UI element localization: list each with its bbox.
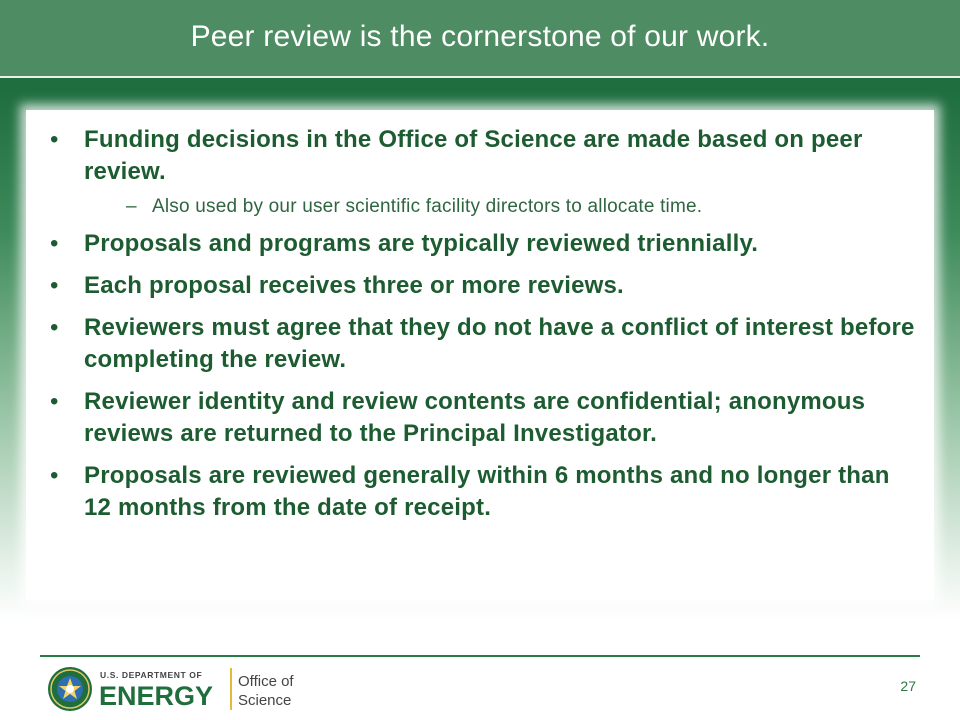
bullet-marker: • xyxy=(50,314,59,341)
slide-title: Peer review is the cornerstone of our work. xyxy=(190,20,770,53)
bullet-item xyxy=(48,386,918,450)
title-bar xyxy=(0,0,960,78)
bullet-text: Funding decisions in the Office of Science are made based on peer review. xyxy=(84,126,863,185)
bullet-text: Proposals and programs are typically reviewed triennially. xyxy=(84,230,759,257)
bullet-item xyxy=(48,124,918,220)
logo-department-text: U.S. DEPARTMENT OF xyxy=(100,670,203,680)
logo-office-of-text: Office of xyxy=(238,673,294,690)
logo-science-text: Science xyxy=(238,692,292,709)
bullet-item xyxy=(48,228,918,260)
bullet-marker: • xyxy=(50,388,59,415)
bullet-marker: • xyxy=(50,126,59,153)
bullet-item xyxy=(48,460,918,524)
bullet-marker: • xyxy=(50,462,59,489)
content-panel xyxy=(26,110,934,600)
footer-divider xyxy=(40,655,920,657)
bullet-item xyxy=(48,270,918,302)
bullet-text: Reviewers must agree that they do not have a conflict of interest before completing the review. xyxy=(84,314,915,373)
logo-energy-text: ENERGY xyxy=(99,681,214,711)
bullet-item xyxy=(48,312,918,376)
sub-bullet-marker: – xyxy=(126,196,137,217)
bullet-marker: • xyxy=(50,272,59,299)
bullet-list xyxy=(48,124,918,534)
bullet-text: Reviewer identity and review contents are confidential; anonymous reviews are returned to the Principal Investigator. xyxy=(84,388,866,447)
doe-office-of-science-logo xyxy=(46,664,316,714)
sub-bullet-text: Also used by our user scientific facility directors to allocate time. xyxy=(152,196,703,217)
bullet-text: Each proposal receives three or more reviews. xyxy=(84,272,624,299)
page-number: 27 xyxy=(900,678,916,694)
bullet-text: Proposals are reviewed generally within 6 months and no longer than 12 months from the date of receipt. xyxy=(84,462,890,521)
sub-bullet-item xyxy=(84,194,918,220)
bullet-marker: • xyxy=(50,230,59,257)
doe-seal-icon xyxy=(48,667,92,711)
